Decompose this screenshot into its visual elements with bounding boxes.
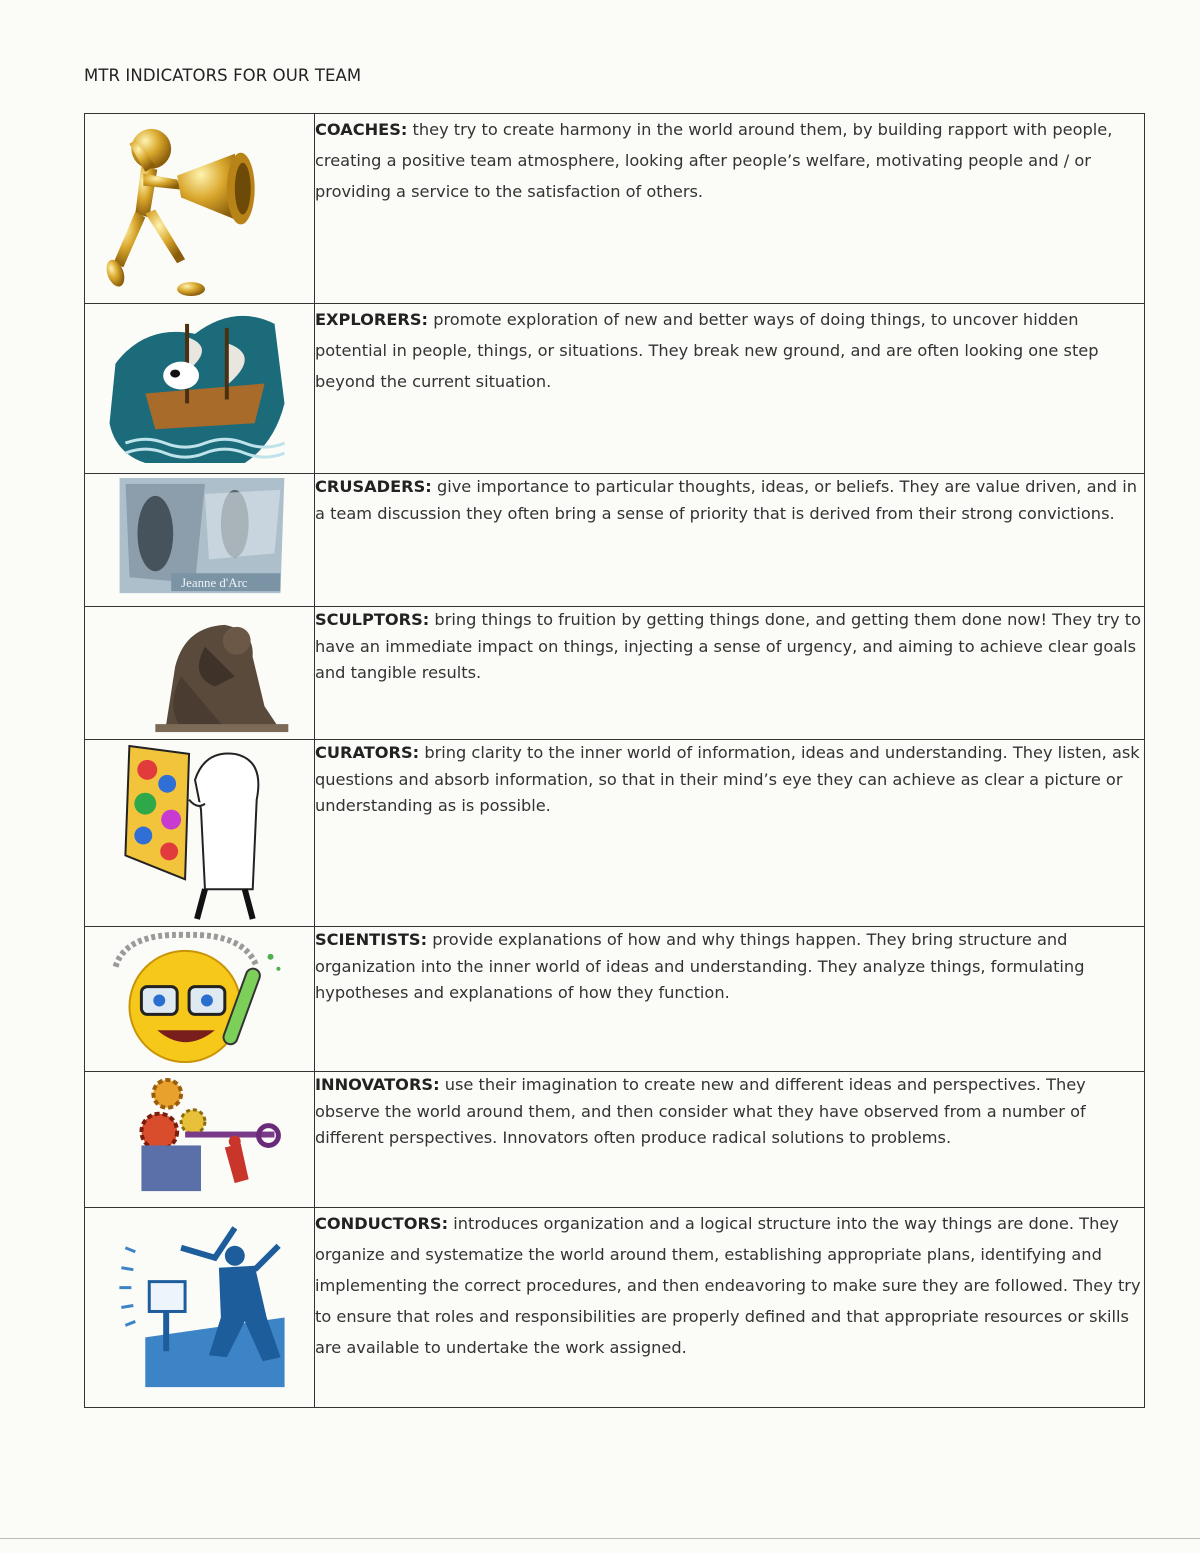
indicator-name: CONDUCTORS: [315, 1214, 449, 1233]
image-cell [85, 114, 315, 304]
indicator-name: INNOVATORS: [315, 1075, 440, 1094]
thinker-statue-icon [85, 607, 314, 739]
joan-of-arc-caption: Jeanne d'Arc [181, 576, 248, 591]
description-cell [315, 740, 1145, 927]
indicator-description: bring things to fruition by getting things done, and getting them done now! They try to have an immediate impact on things, injecting a sense of urgency, and aiming to achieve clear goals and tangible results. [315, 610, 1141, 682]
indicator-description: introduces organization and a logical structure into the way things are done. They organize and systematize the world around them, establishing appropriate plans, identifying and implementing the correct procedures, and then endeavoring to make sure they are followed. They try to ensure that roles and responsibilities are properly defined and that appropriate resources or skills are available to undertake the work assigned. [315, 1214, 1141, 1357]
description-cell [315, 1072, 1145, 1208]
table-row-curators [85, 740, 1145, 927]
description-cell [315, 607, 1145, 740]
image-cell [85, 607, 315, 740]
indicator-name: SCULPTORS: [315, 610, 430, 629]
indicator-description: use their imagination to create new and different ideas and perspectives. They observe the world around them, and then consider what they have observed from a number of different perspectives. Innovators often produce radical solutions to problems. [315, 1075, 1086, 1147]
divider [0, 1538, 1200, 1539]
table-row-coaches [85, 114, 1145, 304]
table-row-innovators [85, 1072, 1145, 1208]
description-cell [315, 304, 1145, 474]
indicator-description: bring clarity to the inner world of information, ideas and understanding. They listen, ask questions and absorb information, so that in their mind’s eye they can achieve as clear a picture or understanding as is possible. [315, 743, 1140, 815]
indicator-name: CURATORS: [315, 743, 420, 762]
table-row-sculptors [85, 607, 1145, 740]
indicator-name: SCIENTISTS: [315, 930, 428, 949]
indicator-description: give importance to particular thoughts, ideas, or beliefs. They are value driven, and in a team discussion they often bring a sense of priority that is derived from their strong convictions. [315, 477, 1137, 523]
indicator-description: provide explanations of how and why things happen. They bring structure and organization into the inner world of ideas and understanding. They analyze things, formulating hypotheses and explanations of how they function. [315, 930, 1085, 1002]
indicator-name: CRUSADERS: [315, 477, 432, 496]
indicators-table [84, 113, 1145, 1408]
pirate-ship-icon [85, 304, 314, 473]
person-viewing-painting-icon [85, 740, 314, 926]
smiley-scientist-test-tube-icon [85, 927, 314, 1071]
image-cell [85, 1208, 315, 1408]
page-title: MTR INDICATORS FOR OUR TEAM [84, 66, 362, 85]
image-cell [85, 304, 315, 474]
image-cell [85, 927, 315, 1072]
description-cell [315, 927, 1145, 1072]
indicator-description: they try to create harmony in the world around them, by building rapport with people, creating a positive team atmosphere, looking after people’s welfare, motivating people and / or providing a service to the satisfaction of others. [315, 120, 1113, 201]
indicator-name: EXPLORERS: [315, 310, 429, 329]
description-cell [315, 1208, 1145, 1408]
image-cell [85, 474, 315, 607]
description-cell [315, 114, 1145, 304]
image-cell [85, 1072, 315, 1208]
table-row-scientists [85, 927, 1145, 1072]
gears-key-machine-icon [85, 1072, 314, 1207]
table-row-explorers [85, 304, 1145, 474]
indicator-description: promote exploration of new and better ways of doing things, to uncover hidden potential in people, things, or situations. They break new ground, and are often looking one step beyond the current situation. [315, 310, 1099, 391]
table-row-conductors [85, 1208, 1145, 1408]
image-cell [85, 740, 315, 927]
orchestra-conductor-icon [85, 1208, 314, 1407]
indicator-name: COACHES: [315, 120, 408, 139]
joan-of-arc-collage-icon [85, 474, 314, 606]
golden-figure-megaphone-icon [85, 114, 314, 303]
description-cell [315, 474, 1145, 607]
table-row-crusaders [85, 474, 1145, 607]
